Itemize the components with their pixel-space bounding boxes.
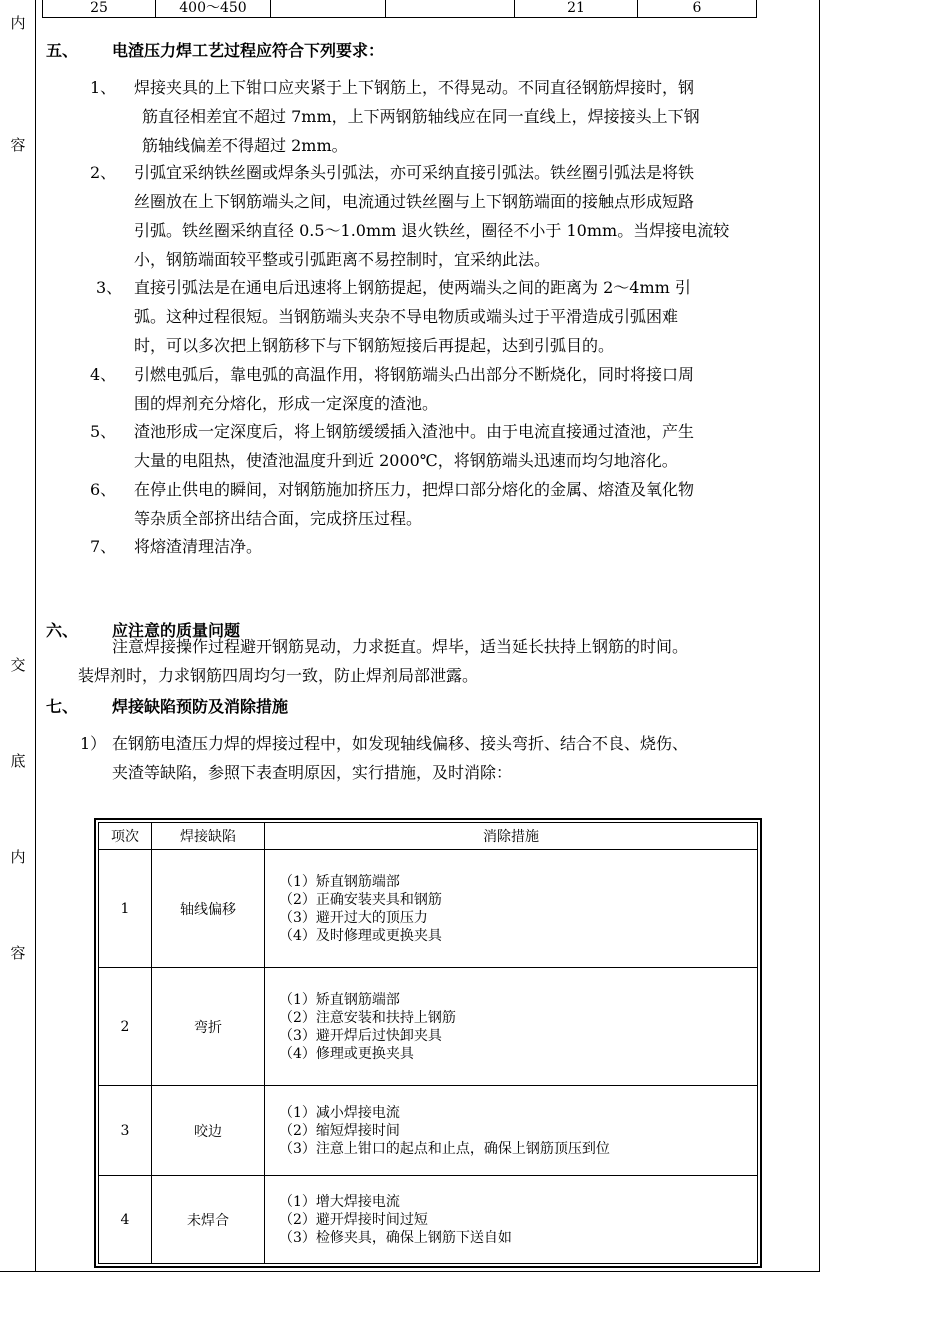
measure-item: （3）避开过大的顶压力 <box>279 909 428 926</box>
table-row <box>99 1176 758 1264</box>
measures-cell <box>265 1176 758 1264</box>
defect-name: 弯折 <box>152 968 265 1086</box>
text-line: 引弧。铁丝圈采纳直径 0.5～1.0mm 退火铁丝，圈径不小于 10mm。当焊接电流较 <box>134 221 730 240</box>
text-line: 筋直径相差宜不超过 7mm，上下两钢筋轴线应在同一直线上，焊接接头上下钢 <box>142 107 700 126</box>
section-number: 七、 <box>46 697 79 716</box>
side-label-column <box>0 0 36 1272</box>
spec-table-last-row <box>42 0 757 18</box>
defect-name: 轴线偏移 <box>152 850 265 968</box>
table-cell: 400～450 <box>156 0 271 18</box>
list-item <box>90 475 816 533</box>
table-cell <box>386 0 515 18</box>
column-header: 焊接缺陷 <box>152 823 265 850</box>
list-item <box>90 532 816 561</box>
table-header-row <box>99 823 758 850</box>
text-line: 弧。这种过程很短。当钢筋端头夹杂不导电物质或端头过于平滑造成引弧困难 <box>134 307 679 326</box>
measure-item: （3）避开焊后过快卸夹具 <box>279 1027 442 1044</box>
row-number: 2 <box>99 968 152 1086</box>
paragraph-line: 装焊剂时，力求钢筋四周均匀一致，防止焊剂局部泄露。 <box>78 666 479 685</box>
text-line: 引弧宜采纳铁丝圈或焊条头引弧法，亦可采纳直接引弧法。铁丝圈引弧法是将铁 <box>134 163 695 182</box>
side-label: 交 <box>10 656 26 674</box>
section-number: 五、 <box>46 41 79 60</box>
text-line: 在停止供电的瞬间，对钢筋施加挤压力，把焊口部分熔化的金属、熔渣及氧化物 <box>134 480 695 499</box>
defect-table <box>98 822 758 1264</box>
side-label: 内 <box>10 848 26 866</box>
paragraph-line: 在钢筋电渣压力焊的焊接过程中，如发现轴线偏移、接头弯折、结合不良、烧伤、 <box>112 734 689 753</box>
measures-cell <box>265 1086 758 1176</box>
measure-item: （3）注意上钳口的起点和止点，确保上钢筋顶压到位 <box>279 1140 610 1157</box>
side-label: 容 <box>10 136 26 154</box>
list-item <box>90 158 816 274</box>
section-heading <box>46 38 384 61</box>
table-cell: 21 <box>515 0 638 18</box>
table-cell: 6 <box>638 0 757 18</box>
measures-cell <box>265 850 758 968</box>
measures-cell <box>265 968 758 1086</box>
list-item <box>90 360 816 418</box>
paragraph-line: 夹渣等缺陷，参照下表查明原因，实行措施，及时消除： <box>112 763 513 782</box>
measure-item: （1）矫直钢筋端部 <box>279 873 400 890</box>
side-label: 底 <box>10 752 26 770</box>
row-number: 1 <box>99 850 152 968</box>
section-title: 焊接缺陷预防及消除措施 <box>112 697 289 716</box>
text-line: 丝圈放在上下钢筋端头之间，电流通过铁丝圈与上下钢筋端面的接触点形成短路 <box>134 192 695 211</box>
measure-item: （4）及时修理或更换夹具 <box>279 927 442 944</box>
table-row <box>99 1086 758 1176</box>
table-row <box>43 0 757 18</box>
list-item <box>90 417 816 475</box>
text-line: 筋轴线偏差不得超过 2mm。 <box>142 136 348 155</box>
text-line: 渣池形成一定深度后，将上钢筋缓缓插入渣池中。由于电流直接通过渣池，产生 <box>134 422 695 441</box>
text-line: 等杂质全部挤出结合面，完成挤压过程。 <box>134 509 423 528</box>
section-title: 电渣压力焊工艺过程应符合下列要求： <box>112 41 385 60</box>
text-line: 大量的电阻热，使渣池温度升到近 2000℃，将钢筋端头迅速而均匀地溶化。 <box>134 451 678 470</box>
item-number: 6、 <box>90 480 117 499</box>
measure-item: （1）矫直钢筋端部 <box>279 991 400 1008</box>
table-row <box>99 968 758 1086</box>
list-item <box>90 73 816 160</box>
text-line: 时，可以多次把上钢筋移下与下钢筋短接后再提起，达到引弧目的。 <box>134 336 615 355</box>
row-number: 4 <box>99 1176 152 1264</box>
text-line: 小，钢筋端面较平整或引弧距离不易控制时，宜采纳此法。 <box>134 250 551 269</box>
measure-item: （2）避开焊接时间过短 <box>279 1211 428 1228</box>
measure-item: （2）注意安装和扶持上钢筋 <box>279 1009 456 1026</box>
measure-item: （2）缩短焊接时间 <box>279 1122 400 1139</box>
side-label: 容 <box>10 944 26 962</box>
table-row <box>99 850 758 968</box>
section-heading <box>46 694 288 717</box>
text-line: 将熔渣清理洁净。 <box>134 537 263 556</box>
measure-item: （1）增大焊接电流 <box>279 1193 400 1210</box>
side-label: 内 <box>10 14 26 32</box>
defect-name: 咬边 <box>152 1086 265 1176</box>
column-header: 消除措施 <box>265 823 758 850</box>
item-number: 1） <box>80 734 107 753</box>
measure-item: （4）修理或更换夹具 <box>279 1045 414 1062</box>
text-line: 直接引弧法是在通电后迅速将上钢筋提起，使两端头之间的距离为 2～4mm 引 <box>134 278 691 297</box>
defect-name: 未焊合 <box>152 1176 265 1264</box>
item-number: 5、 <box>90 422 117 441</box>
measure-item: （1）减小焊接电流 <box>279 1104 400 1121</box>
text-line: 围的焊剂充分熔化，形成一定深度的渣池。 <box>134 394 439 413</box>
section-number: 六、 <box>46 621 79 640</box>
table-cell <box>271 0 386 18</box>
measure-item: （2）正确安装夹具和钢筋 <box>279 891 442 908</box>
list-item <box>90 273 816 360</box>
item-number: 4、 <box>90 365 117 384</box>
item-number: 3、 <box>96 278 123 297</box>
item-number: 2、 <box>90 163 117 182</box>
text-line: 焊接夹具的上下钳口应夹紧于上下钢筋上，不得晃动。不同直径钢筋焊接时，钢 <box>134 78 695 97</box>
item-number: 7、 <box>90 537 117 556</box>
row-number: 3 <box>99 1086 152 1176</box>
item-number: 1、 <box>90 78 117 97</box>
paragraph-line: 注意焊接操作过程避开钢筋晃动，力求挺直。焊毕，适当延长扶持上钢筋的时间。 <box>112 637 689 656</box>
measure-item: （3）检修夹具，确保上钢筋下送自如 <box>279 1229 512 1246</box>
section-title: 应注意的质量问题 <box>112 621 241 640</box>
column-header: 项次 <box>99 823 152 850</box>
table-cell: 25 <box>43 0 156 18</box>
text-line: 引燃电弧后，靠电弧的高温作用，将钢筋端头凸出部分不断烧化，同时将接口周 <box>134 365 695 384</box>
